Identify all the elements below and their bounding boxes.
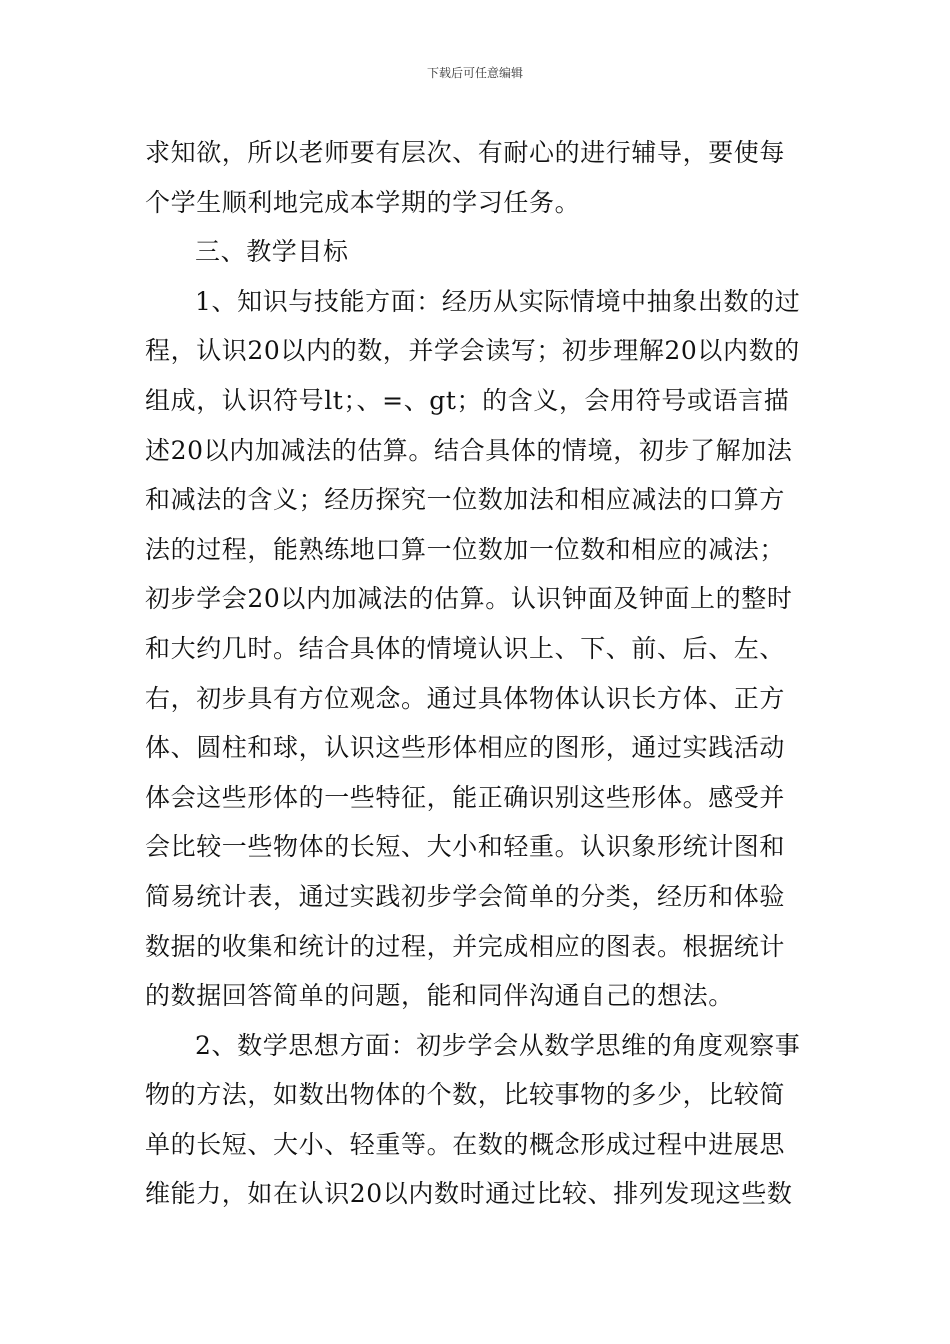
text-line: 体会这些形体的一些特征，能正确识别这些形体。感受并 bbox=[145, 782, 786, 812]
text-line: 会比较一些物体的长短、大小和轻重。认识象形统计图和 bbox=[145, 832, 786, 862]
text-line: 数据的收集和统计的过程，并完成相应的图表。根据统计 bbox=[145, 931, 786, 961]
text-line: 求知欲，所以老师要有层次、有耐心的进行辅导，要使每 bbox=[145, 138, 786, 167]
document-body bbox=[145, 128, 807, 1219]
text-line: 维能力，如在认识20以内数时通过比较、排列发现这些数 bbox=[145, 1179, 793, 1209]
text-line: 简易统计表，通过实践初步学会简单的分类，经历和体验 bbox=[145, 881, 786, 911]
text-line: 右，初步具有方位观念。通过具体物体认识长方体、正方 bbox=[145, 683, 786, 713]
page-header: 下载后可任意编辑 bbox=[426, 66, 523, 80]
text-line: 组成，认识符号lt；、=、gt；的含义，会用符号或语言描 bbox=[145, 385, 790, 415]
text-line: 程，认识20以内的数，并学会读写；初步理解20以内数的 bbox=[145, 336, 800, 366]
text-line: 初步学会20以内加减法的估算。认识钟面及钟面上的整时 bbox=[145, 584, 793, 614]
text-line: 2、数学思想方面：初步学会从数学思维的角度观察事 bbox=[195, 1030, 801, 1060]
text-line: 体、圆柱和球，认识这些形体相应的图形，通过实践活动 bbox=[145, 733, 786, 763]
text-line: 和大约几时。结合具体的情境认识上、下、前、后、左、 bbox=[145, 633, 786, 663]
text-line: 述20以内加减法的估算。结合具体的情境，初步了解加法 bbox=[145, 435, 793, 465]
section-heading: 三、教学目标 bbox=[195, 237, 349, 267]
text-line: 单的长短、大小、轻重等。在数的概念形成过程中进展思 bbox=[145, 1129, 786, 1159]
text-line: 个学生顺利地完成本学期的学习任务。 bbox=[145, 187, 581, 217]
text-line: 物的方法，如数出物体的个数，比较事物的多少，比较简 bbox=[145, 1080, 786, 1110]
text-line: 法的过程，能熟练地口算一位数加一位数和相应的减法； bbox=[145, 534, 786, 564]
text-line: 的数据回答简单的问题，能和同伴沟通自己的想法。 bbox=[145, 981, 734, 1011]
text-line: 和减法的含义；经历探究一位数加法和相应减法的口算方 bbox=[145, 485, 786, 515]
text-line: 1、知识与技能方面：经历从实际情境中抽象出数的过 bbox=[195, 286, 801, 316]
